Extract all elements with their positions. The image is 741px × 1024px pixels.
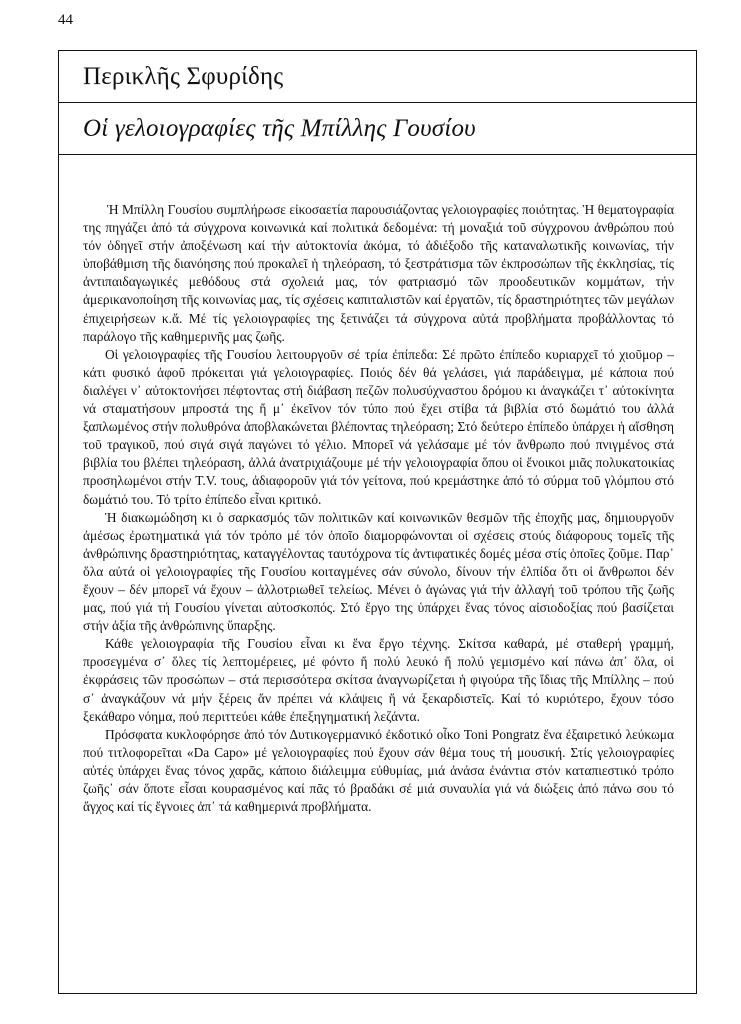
article-frame bbox=[58, 50, 697, 994]
paragraph: Οἱ γελοιογραφίες τῆς Γουσίου λειτουργοῦν σέ τρία ἐπίπεδα: Σέ πρῶτο ἐπίπεδο κυριαρχεῖ τό χιοῦμορ – κάτι φυσικό ἀφοῦ πρόκειται γιά γελοιογραφίες. Ποιός δέν θά γελάσει, γιά παράδειγμα, μέ κάποια πού διαλέγει ν᾽ αὐτοκτονήσει πέφτοντας στή διάβαση πεζῶν πολυσύχναστου δρόμου κι ἀναγκάζει τ᾽ αὐτοκίνητα νά σταματήσουν μπροστά της ἤ μ᾽ ἐκεῖνον τόν τύπο πού ἔχει στίβα τά βιβλία στό δωμάτιό του ἀλλά ξαπλωμένος στήν πολυθρόνα ἀποβλακώνεται βλέποντας τηλεόραση; Στό δεύτερο ἐπίπεδο ὑπάρχει ἡ αἴσθηση τοῦ τραγικοῦ, πού σιγά σιγά παγώνει τό γέλιο. Μπορεῖ νά γελάσαμε μέ τόν ἄνθρωπο πού πνιγμένος στά βιβλία του βλέπει τηλεόραση, ἀλλά ἀνατριχιάζουμε μέ τήν γελοιογραφία ὅπου οἱ ἔνοικοι μιᾶς πολυκατοικίας προσηλωμένοι στήν T.V. τους, ἀδιαφοροῦν γιά τόν γείτονα, πού κρεμάστηκε ἀπό τό σύρμα τοῦ γλόμπου στό δωμάτιό του. Τό τρίτο ἐπίπεδο εἶναι κριτικό. bbox=[83, 346, 674, 507]
paragraph: Κάθε γελοιογραφία τῆς Γουσίου εἶναι κι ἕνα ἔργο τέχνης. Σκίτσα καθαρά, μέ σταθερή γραμμή, προσεγμένα σ᾽ ὅλες τίς λεπτομέρειες, μέ φόντο ἤ πολύ λευκό ἤ πολύ γεμισμένο καί πάνω ἀπ᾽ ὅλα, οἱ ἐκφράσεις τῶν προσώπων – στά περισσότερα σκίτσα ἀναγνωρίζεται ἡ φιγούρα τῆς ἴδιας τῆς Μπίλλης – πού σ᾽ ἀναγκάζουν νά μήν ξέρεις ἄν πρέπει νά κλάψεις ἤ νά ξεκαρδιστεῖς. Καί τό κυριότερο, ἔχουν τόσο ξεκάθαρο νόημα, πού περιττεύει κάθε ἐπεξηγηματική λεζάντα. bbox=[83, 636, 674, 724]
paragraph: Πρόσφατα κυκλοφόρησε ἀπό τόν Δυτικογερμανικό ἐκδοτικό οἶκο Toni Pongratz ἕνα ἐξαιρετικό λεύκωμα πού τιτλοφορεῖται «Da Capo» μέ γελοιογραφίες πού ἔχουν σάν θέμα τους τή μουσική. Στίς γελοιογραφίες αὐτές ὑπάρχει ἕνας τόνος χαρᾶς, κάποιο διάλειμμα εὐθυμίας, μιά ἀνάσα ἐνάντια στόν καταπιεστικό τρόπο ζωῆς᾽ σάν ὅποτε εἶσαι κουρασμένος καί πᾶς τό βραδάκι σέ μιά συναυλία γιά νά διώξεις ἀπό πάνω σου τό ἄγχος καί τίς ἔγνοιες ἀπ᾽ τά καθημερινά προβλήματα. bbox=[83, 726, 674, 815]
page-number: 44 bbox=[58, 12, 73, 28]
author-name: Περικλῆς Σφυρίδης bbox=[83, 62, 284, 90]
article-title: Οἱ γελοιογραφίες τῆς Μπίλλης Γουσίου bbox=[83, 114, 476, 142]
paragraph: Ἡ διακωμώδηση κι ὁ σαρκασμός τῶν πολιτικῶν καί κοινωνικῶν θεσμῶν τῆς ἐποχῆς μας, δημιουργοῦν ἀμέσως ἐρωτηματικά γιά τόν τρόπο μέ τόν ὁποῖο διαμορφώνονται οἱ σχέσεις στούς διάφορους τομεῖς τῆς ἀνθρώπινης δραστηριότητας, καταγγέλοντας ταυτόχρονα τίς ἀντιφατικές δομές μέσα στίς ὁποῖες ζοῦμε. Παρ᾽ ὅλα αὐτά οἱ γελοιογραφίες τῆς Γουσίου κοιταγμένες σάν σύνολο, δίνουν τήν ἐλπίδα ὅτι οἱ ἄνθρωποι δέν ἔχουν – δέν μπορεῖ νά ἔχουν – ἀλλοτριωθεῖ τελείως. Μένει ὁ ἀγώνας γιά τήν ἀλλαγή τοῦ τρόπου τῆς ζωῆς μας, πού γιά τή Γουσίου γίνεται αὐτοσκοπός. Στό ἔργο της ὑπάρχει ἕνας τόνος αἰσιοδοξίας πού βασίζεται στήν ἀξία τῆς ἀνθρώπινης ὕπαρξης. bbox=[83, 509, 674, 634]
author-band bbox=[59, 51, 696, 103]
title-band bbox=[59, 103, 696, 155]
paragraph: Ἡ Μπίλλη Γουσίου συμπλήρωσε εἰκοσαετία παρουσιάζοντας γελοιογραφίες ποιότητας. Ἡ θεματογραφία της πηγάζει ἀπό τά σύγχρονα κοινωνικά καί πολιτικά δεδομένα: τή μοναξιά τοῦ σύγχρονου ἀνθρώπου πού τόν ὁδηγεῖ στήν ἀποξένωση καί τήν αὐτοκτονία ἀκόμα, τό ἀδιέξοδο τῆς καταναλωτικῆς κοινωνίας, τήν ὑποβάθμιση τῆς διανόησης πού προκαλεῖ ἡ τηλεόραση, τό ξεστράτισμα τῶν ἐκπροσώπων τῆς ἐκκλησίας, τίς ἀντιπαιδαγωγικές μεθόδους στά σχολειά μας, τόν φατριασμό τῶν προοδευτικῶν κομμάτων, τήν ἀμερικανοποίηση τῆς κοινωνίας μας, τίς σχέσεις καπιταλιστῶν καί ἐργατῶν, τίς δραστηριότητες τῶν μεγάλων ἐπιχειρήσεων κ.ἄ. Μέ τίς γελοιογραφίες της ξετινάζει τά σύγχρονα αὐτά προβλήματα προβάλλοντας τό παράλογο τῆς καθημερινῆς μας ζωῆς. bbox=[83, 202, 674, 344]
article-body bbox=[83, 201, 674, 816]
